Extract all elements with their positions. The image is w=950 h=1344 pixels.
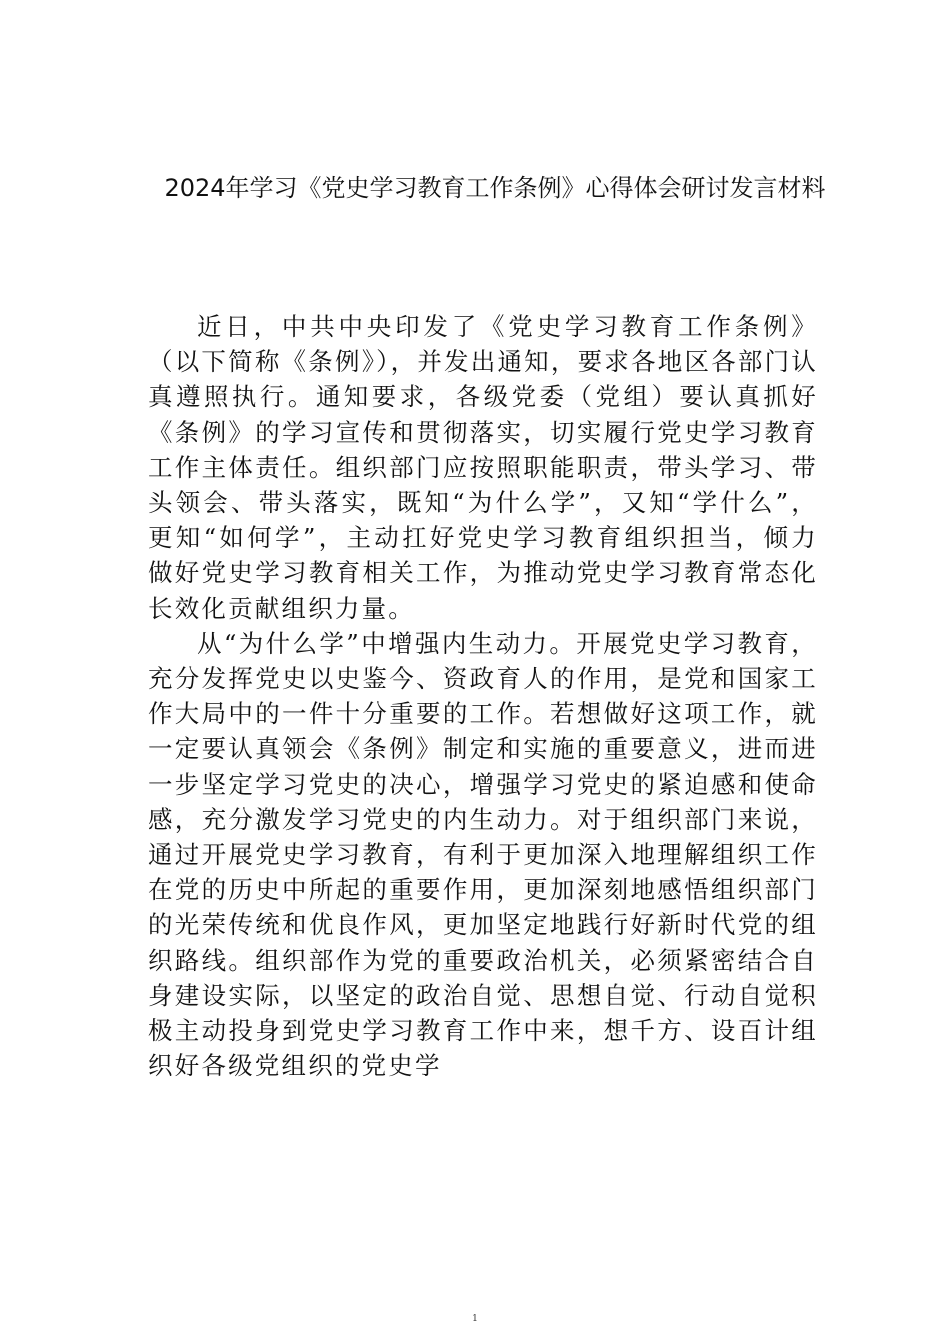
page-number: 1 <box>472 1314 478 1324</box>
document-title: 2024年学习《党史学习教育工作条例》心得体会研讨发言材料 <box>164 174 826 202</box>
paragraph-intro: 近日，中共中央印发了《党史学习教育工作条例》（以下简称《条例》），并发出通知，要求各地区各部门认真遵照执行。通知要求，各级党委（党组）要认真抓好《条例》的学习宣传和贯彻落实，切实履行党史学习教育工作主体责任。组织部门应按照职能职责，带头学习、带头领会、带头落实，既知“为什么学”，又知“学什么”，更知“如何学”，主动扛好党史学习教育组织担当，倾力做好党史学习教育相关工作，为推动党史学习教育常态化长效化贡献组织力量。 <box>148 312 818 623</box>
document-body <box>148 309 818 1083</box>
paragraph-why-learn: 从“为什么学”中增强内生动力。开展党史学习教育，充分发挥党史以史鉴今、资政育人的作用，是党和国家工作大局中的一件十分重要的工作。若想做好这项工作，就一定要认真领会《条例》制定和实施的重要意义，进而进一步坚定学习党史的决心，增强学习党史的紧迫感和使命感，充分激发学习党史的内生动力。对于组织部门来说，通过开展党史学习教育，有利于更加深入地理解组织工作在党的历史中所起的重要作用，更加深刻地感悟组织部门的光荣传统和优良作风，更加坚定地践行好新时代党的组织路线。组织部作为党的重要政治机关，必须紧密结合自身建设实际，以坚定的政治自觉、思想自觉、行动自觉积极主动投身到党史学习教育工作中来，想千方、设百计组织好各级党组织的党史学 <box>148 628 818 1081</box>
